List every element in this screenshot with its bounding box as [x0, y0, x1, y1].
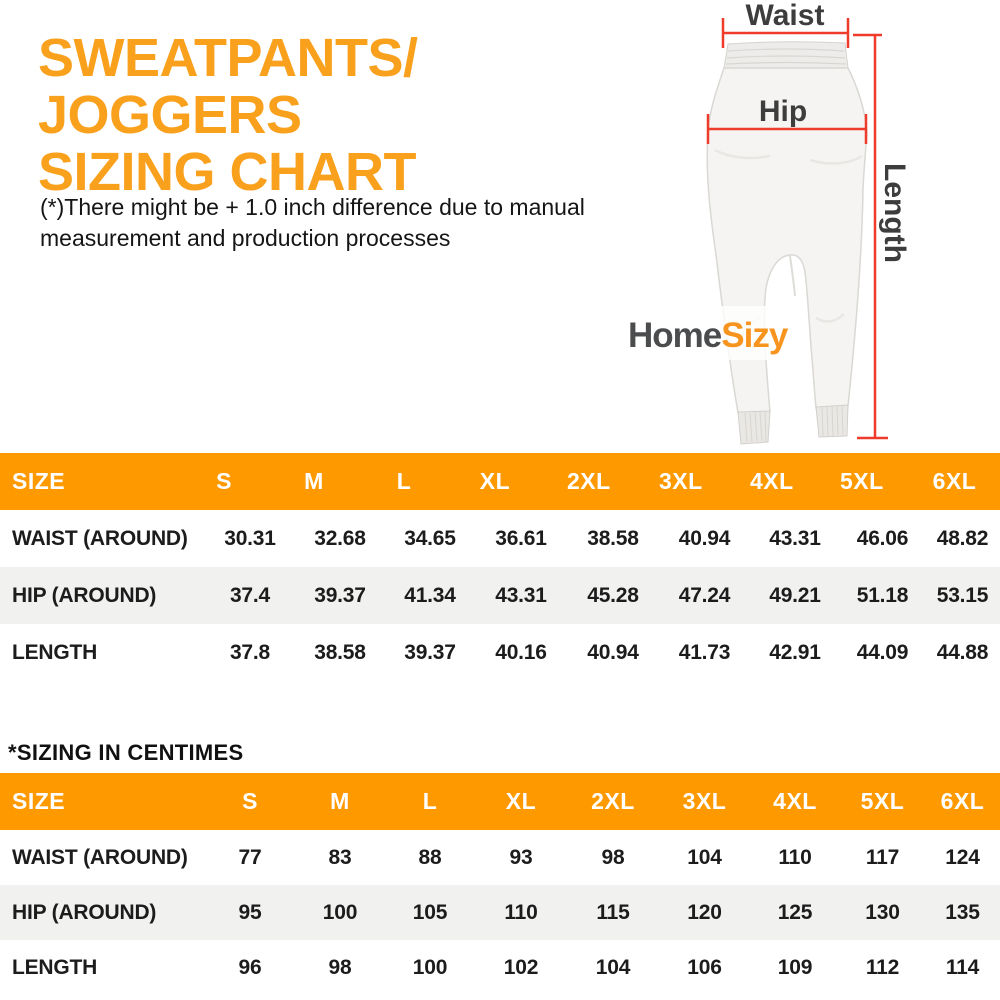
size-value-cell: 112: [865, 955, 900, 979]
size-value-cell: 38.58: [587, 526, 639, 550]
size-value-cell: 110: [504, 900, 538, 924]
size-value-cell: 46.06: [856, 526, 909, 550]
row-label: WAIST (AROUND): [12, 845, 188, 869]
size-value-cell: 110: [778, 845, 812, 869]
size-value-cell: 47.24: [678, 583, 731, 607]
header-row: [0, 773, 1000, 830]
table-row: [0, 885, 1000, 940]
size-value-cell: 117: [865, 845, 900, 869]
size-value-cell: 41.34: [404, 583, 456, 607]
size-value-cell: 106: [687, 955, 722, 979]
column-header-5xl: 5XL: [840, 453, 925, 510]
column-header-l: L: [385, 453, 475, 510]
column-header-s: S: [205, 773, 295, 830]
column-header-4xl: 4XL: [750, 773, 840, 830]
pants-crease: [790, 256, 795, 296]
logo-sizy-text: Sizy: [721, 316, 788, 355]
size-value-cell: 37.8: [229, 640, 271, 664]
size-value-cell: 37.4: [229, 583, 271, 607]
column-header-5xl: 5XL: [840, 773, 925, 830]
size-value-cell: 39.37: [314, 583, 366, 607]
table-row: [0, 830, 1000, 885]
row-label: HIP (AROUND): [12, 583, 157, 607]
hip-label: Hip: [758, 95, 808, 128]
size-value-cell: 42.91: [769, 640, 821, 664]
page-title-line1: SWEATPANTS/ JOGGERS: [38, 28, 418, 145]
size-value-cell: 104: [687, 845, 722, 869]
cm-section-heading: *SIZING IN CENTIMES: [8, 740, 244, 765]
size-value-cell: 109: [777, 955, 813, 979]
column-header-xl: XL: [475, 453, 567, 510]
size-value-cell: 51.18: [856, 583, 909, 607]
size-value-cell: 39.37: [404, 640, 456, 664]
size-value-cell: 93: [509, 845, 533, 869]
sizing-table-centimeters: [0, 773, 1000, 995]
column-header-size: SIZE: [0, 453, 205, 510]
column-header-2xl: 2XL: [567, 773, 659, 830]
size-value-cell: 88: [418, 845, 442, 869]
column-header-size: SIZE: [0, 773, 205, 830]
size-value-cell: 36.61: [495, 526, 547, 550]
size-value-cell: 77: [238, 845, 262, 869]
size-value-cell: 135: [945, 900, 980, 924]
waist-label: Waist: [745, 0, 825, 32]
size-value-cell: 98: [601, 845, 625, 869]
size-value-cell: 43.31: [495, 583, 547, 607]
size-value-cell: 44.88: [936, 640, 989, 664]
size-value-cell: 30.31: [224, 526, 276, 550]
page-title: [38, 30, 678, 201]
column-header-6xl: 6XL: [925, 773, 1000, 830]
table-row: [0, 940, 1000, 995]
size-value-cell: 98: [328, 955, 352, 979]
size-value-cell: 83: [328, 845, 352, 869]
size-value-cell: 104: [595, 955, 631, 979]
measurement-note: (*)There might be + 1.0 inch difference due to manual measurement and production processes: [40, 194, 585, 251]
size-value-cell: 53.15: [936, 583, 989, 607]
size-value-cell: 130: [865, 900, 900, 924]
column-header-2xl: 2XL: [567, 453, 659, 510]
size-value-cell: 41.73: [678, 640, 731, 664]
column-header-3xl: 3XL: [659, 453, 750, 510]
column-header-xl: XL: [475, 773, 567, 830]
size-value-cell: 105: [412, 900, 448, 924]
logo-home-text: Home: [628, 316, 722, 355]
column-header-6xl: 6XL: [925, 453, 1000, 510]
table-row: [0, 624, 1000, 681]
size-value-cell: 100: [322, 900, 358, 924]
size-value-cell: 102: [503, 955, 539, 979]
column-header-3xl: 3XL: [659, 773, 750, 830]
size-value-cell: 38.58: [314, 640, 366, 664]
table-row: [0, 567, 1000, 624]
row-label: HIP (AROUND): [12, 900, 157, 924]
size-value-cell: 45.28: [587, 583, 639, 607]
size-value-cell: 43.31: [769, 526, 821, 550]
size-value-cell: 40.94: [678, 526, 731, 550]
sweatpants-diagram: [620, 0, 1000, 452]
size-value-cell: 124: [945, 845, 980, 869]
column-header-4xl: 4XL: [750, 453, 840, 510]
size-value-cell: 48.82: [936, 526, 989, 550]
header-row: [0, 453, 1000, 510]
size-value-cell: 32.68: [314, 526, 366, 550]
homesizy-logo: [628, 316, 789, 355]
row-label: LENGTH: [12, 955, 98, 979]
size-value-cell: 95: [238, 900, 262, 924]
row-label: WAIST (AROUND): [12, 526, 188, 550]
size-value-cell: 125: [777, 900, 813, 924]
sizing-table-inches: [0, 453, 1000, 681]
column-header-m: M: [295, 773, 385, 830]
size-value-cell: 49.21: [769, 583, 821, 607]
length-label: Length: [878, 163, 912, 263]
size-value-cell: 115: [596, 900, 630, 924]
size-value-cell: 96: [238, 955, 262, 979]
column-header-l: L: [385, 773, 475, 830]
size-value-cell: 40.16: [495, 640, 547, 664]
size-value-cell: 34.65: [404, 526, 456, 550]
table-row: [0, 510, 1000, 567]
size-value-cell: 120: [687, 900, 722, 924]
row-label: LENGTH: [12, 640, 98, 664]
size-value-cell: 100: [412, 955, 448, 979]
column-header-s: S: [205, 453, 295, 510]
size-value-cell: 114: [945, 955, 980, 979]
column-header-m: M: [295, 453, 385, 510]
pants-waistband: [724, 42, 848, 68]
page-title-line2: SIZING CHART: [38, 142, 416, 202]
size-value-cell: 44.09: [856, 640, 909, 664]
size-value-cell: 40.94: [587, 640, 639, 664]
